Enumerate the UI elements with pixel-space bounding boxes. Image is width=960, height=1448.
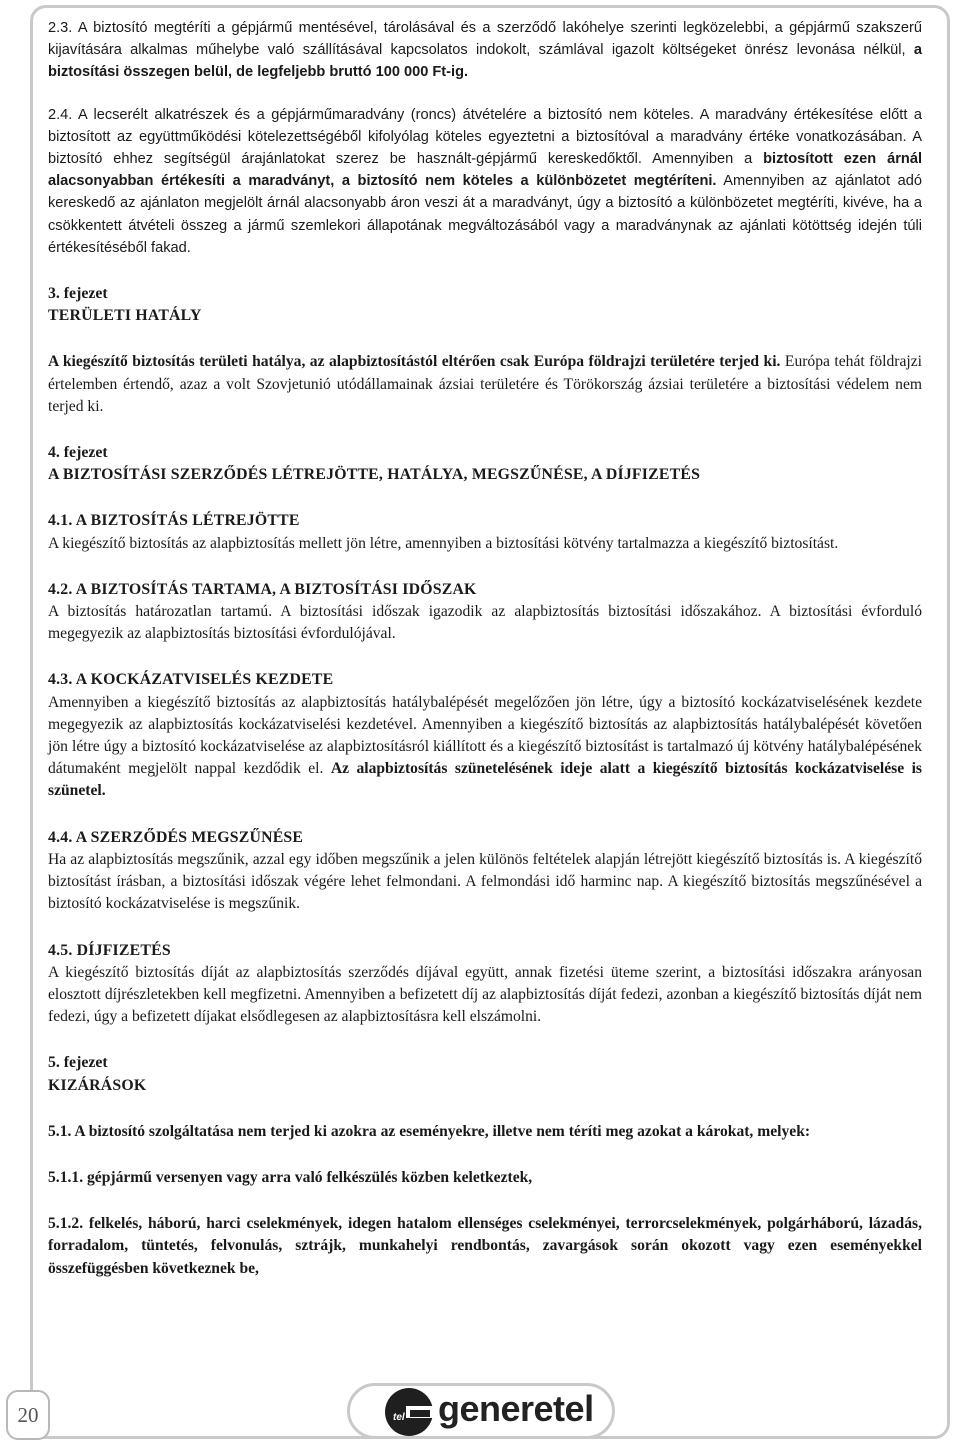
paragraph-2-3 <box>48 17 922 84</box>
paragraph-2-3-text: 2.3. A biztosító megtéríti a gépjármű mentésével, tárolásával és a szerződő lakóhelye szerinti legközelebbi, a gépjármű szakszerű kijavítására alkalmas műhelybe való szállításával kapcsolatos indokolt, számlával igazolt költségeket önrész levonása nélkül, <box>48 20 922 59</box>
chapter-5-label: 5. fejezet <box>48 1054 108 1072</box>
chapter-3-paragraph <box>48 351 922 418</box>
section-4-1-text: A kiegészítő biztosítás az alapbiztosítás mellett jön létre, amennyiben a biztosítási kötvény tartalmazza a kiegészítő biztosítást. <box>48 534 839 552</box>
paragraph-2-4 <box>48 104 922 259</box>
section-5-1-2-text: 5.1.2. felkelés, háború, harci cselekmények, idegen hatalom ellenséges cselekményei, terrorcselekmények, polgárháború, lázadás, forradalom, tüntetés, felvonulás, sztrájk, munkahelyi rendbontás, zavargások során okozott vagy ezen eseményekkel összefüggésben következnek be, <box>48 1215 922 1277</box>
section-4-5-title: 4.5. DÍJFIZETÉS <box>48 941 171 959</box>
section-4-1-title: 4.1. A BIZTOSÍTÁS LÉTREJÖTTE <box>48 512 300 530</box>
paragraph-2-4-text-2: Amennyiben az ajánlatot adó kereskedő az ajánlaton megjelölt árnál alacsonyabb áron veszi át a maradványt, úgy a biztosító a különbözetet megtéríti, kivéve, ha a csökkentett átvételi összeg a jármű szemlekori állapotának megváltozásából vagy a maradványnak az ajánlati kötöttség idején túli értékesítéséből fakad. <box>48 173 922 256</box>
chapter-3-bold: A kiegészítő biztosítás területi hatálya, az alapbiztosítástól eltérően csak Európa földrajzi területére terjed ki. <box>48 353 781 371</box>
chapter-3-title: TERÜLETI HATÁLY <box>48 307 202 325</box>
section-4-4-text: Ha az alapbiztosítás megszűnik, azzal egy időben megszűnik a jelen különös feltételek alapján létrejött kiegészítő biztosítás is. A kiegészítő biztosítást írásban, a biztosítási időszak végére lehet felmondani. A felmondási idő harminc nap. A kiegészítő biztosítás megszűnésével a biztosító kockázatviselése is megszűnik. <box>48 850 922 913</box>
section-5-1-1-text: 5.1.1. gépjármű versenyen vagy arra való felkészülés közben keletkeztek, <box>48 1168 533 1186</box>
paragraph-2-4-bold: biztosított ezen árnál alacsonyabban értékesíti a maradványt, a biztosító nem köteles a különbözetet megtéríteni. <box>48 151 922 190</box>
paragraph-2-3-bold: a biztosítási összegen belül, de legfeljebb bruttó 100 000 Ft-ig. <box>48 42 922 81</box>
section-5-1-text: 5.1. A biztosító szolgáltatása nem terjed ki azokra az eseményekre, illetve nem téríti meg azokat a károkat, melyek: <box>48 1122 811 1140</box>
brand-name: generetel <box>438 1388 594 1429</box>
chapter-3-label: 3. fejezet <box>48 285 108 303</box>
section-4-4-title: 4.4. A SZERZŐDÉS MEGSZŰNÉSE <box>48 828 304 846</box>
chapter-4-label: 4. fejezet <box>48 444 108 462</box>
logo-subtext: tel <box>393 1412 405 1423</box>
chapter-4-title: A BIZTOSÍTÁSI SZERZŐDÉS LÉTREJÖTTE, HATÁLYA, MEGSZŰNÉSE, A DÍJFIZETÉS <box>48 466 701 484</box>
section-4-3-text: Amennyiben a kiegészítő biztosítás az alapbiztosítás hatálybalépését megelőzően jön létre, úgy a biztosító kockázatviselésének kezdete megegyezik az alapbiztosítás kockázatviselési kezdetével. Amennyiben a kiegészítő biztosítás az alapbiztosítás hatálybalépését követően jön létre úgy a biztosító kockázatviselése az alapbiztosításról kiállított és a kiegészítő biztosítást is tartalmazó új kötvény hatálybalépésének dátumaként megjelölt nappal kezdődik el. <box>48 693 922 778</box>
section-4-5-text: A kiegészítő biztosítás díját az alapbiztosítás szerződés díjával együtt, annak fizetési üteme szerint, a biztosítási időszakra arányosan elosztott díjrészletekben kell megfizetni. Amennyiben a befizetett díj az alapbiztosítás díját fedezi, azonban a kiegészítő biztosítás díját nem fedezi, úgy a befizetett díjakat elsődlegesen az alapbiztosításra kell elszámolni. <box>48 963 922 1026</box>
section-4-3-title: 4.3. A KOCKÁZATVISELÉS KEZDETE <box>48 671 334 689</box>
logo-g-bar <box>410 1410 430 1417</box>
chapter-3-text: Európa tehát földrajzi értelemben értendő, azaz a volt Szovjetunió utódállamainak ázsiai területére és Törökország ázsiai területére a biztosítási védelem nem terjed ki. <box>48 353 922 415</box>
chapter-5-title: KIZÁRÁSOK <box>48 1076 147 1094</box>
section-4-2-text: A biztosítás határozatlan tartamú. A biztosítási időszak igazodik az alapbiztosítás biztosítási időszakához. A biztosítási évforduló megegyezik az alapbiztosítás biztosítási évfordulójával. <box>48 603 922 643</box>
section-4-3-paragraph <box>48 692 922 803</box>
paragraph-2-4-text: 2.4. A lecserélt alkatrészek és a gépjárműmaradvány (roncs) átvételére a biztosító nem köteles. A maradvány értékesítése előtt a biztosított az együttműködési kötelezettségéből kifolyólag köteles egyeztetni a biztosítóval a maradvány értéke vonatkozásában. A biztosító ehhez segítségül árajánlatokat szerez be használt-gépjármű kereskedőktől. Amennyiben a <box>48 106 922 168</box>
section-4-2-title: 4.2. A BIZTOSÍTÁS TARTAMA, A BIZTOSÍTÁSI IDŐSZAK <box>48 580 477 598</box>
section-4-3-bold: Az alapbiztosítás szünetelésének ideje alatt a kiegészítő biztosítás kockázatviselése is szünetel. <box>48 760 922 800</box>
brand-logo-mark <box>380 1384 440 1440</box>
page-number: 20 <box>6 1390 50 1440</box>
document-body <box>48 17 922 1280</box>
